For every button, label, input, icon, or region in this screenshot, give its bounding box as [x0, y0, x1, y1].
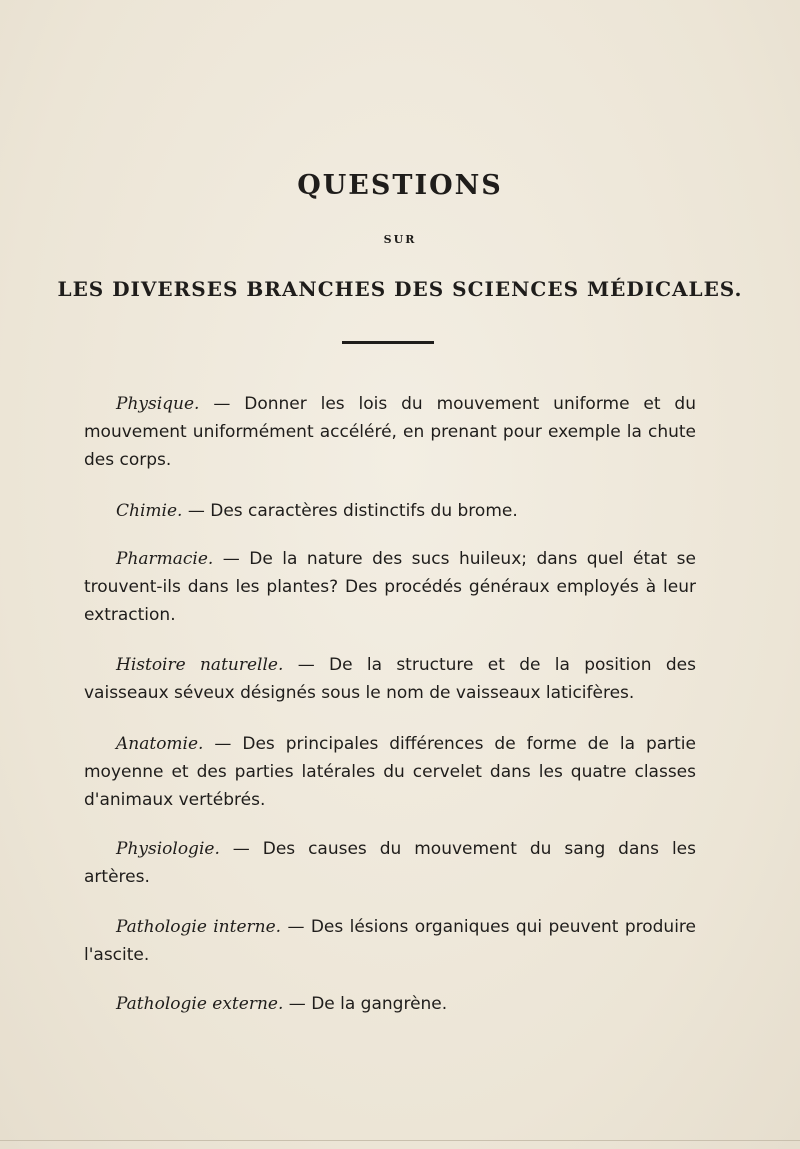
question-separator: —	[281, 917, 311, 937]
question-physiologie	[84, 835, 696, 891]
question-separator: —	[213, 549, 250, 569]
question-separator: —	[203, 734, 243, 754]
question-text: De la nature des sucs huileux; dans quel état se trouvent-ils dans les plantes? Des procédés généraux employés à leur extraction.	[84, 549, 696, 625]
question-pathologie-externe	[84, 990, 696, 1018]
question-separator: —	[283, 655, 330, 675]
question-subject: Pathologie interne.	[116, 917, 282, 937]
question-text: Des principales différences de forme de la partie moyenne et des parties latérales du cervelet dans les quatre classes d'animaux vertébrés.	[84, 734, 696, 810]
question-subject: Pathologie externe.	[116, 994, 284, 1014]
question-separator: —	[199, 394, 245, 414]
page-title: QUESTIONS	[297, 170, 503, 201]
question-histoire-naturelle	[84, 651, 696, 707]
question-text: De la structure et de la position des vaisseaux séveux désignés sous le nom de vaisseaux laticifères.	[84, 655, 696, 703]
question-text: Donner les lois du mouvement uniforme et du mouvement uniformément accéléré, en prenant pour exemple la chute des corps.	[84, 394, 696, 470]
question-text: Des caractères distinctifs du brome.	[210, 501, 518, 521]
question-separator: —	[283, 994, 312, 1014]
title-connector: SUR	[383, 233, 417, 246]
question-pathologie-interne	[84, 913, 696, 969]
question-subject: Physiologie.	[116, 839, 220, 859]
question-separator: —	[219, 839, 263, 859]
question-separator: —	[182, 501, 211, 521]
question-physique	[84, 390, 696, 474]
page-subtitle: LES DIVERSES BRANCHES DES SCIENCES MÉDICALES.	[57, 277, 743, 301]
question-text: De la gangrène.	[311, 994, 448, 1014]
question-subject: Physique.	[116, 394, 200, 414]
question-subject: Chimie.	[116, 501, 183, 521]
question-text: Des causes du mouvement du sang dans les artères.	[84, 839, 696, 887]
question-pharmacie	[84, 545, 696, 629]
question-subject: Pharmacie.	[116, 549, 214, 569]
page-edge-line	[0, 1140, 800, 1141]
question-subject: Anatomie.	[116, 734, 204, 754]
question-chimie	[84, 497, 696, 525]
question-text: Des lésions organiques qui peuvent produire l'ascite.	[84, 917, 697, 965]
title-divider	[342, 341, 434, 344]
question-anatomie	[84, 730, 696, 814]
question-subject: Histoire naturelle.	[116, 655, 284, 675]
